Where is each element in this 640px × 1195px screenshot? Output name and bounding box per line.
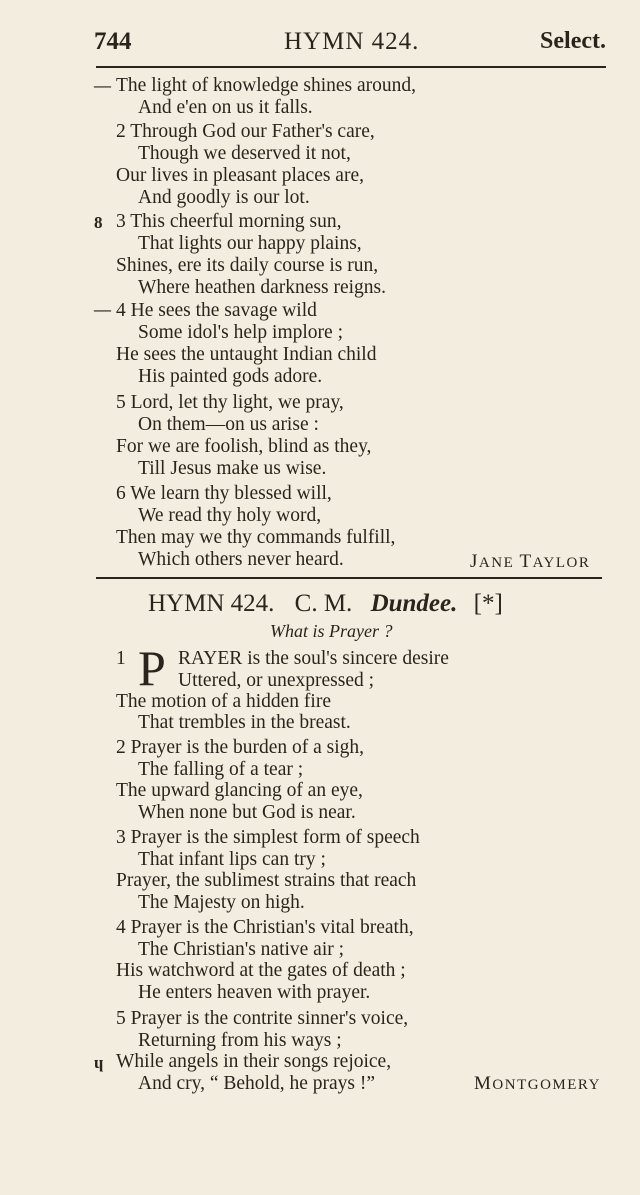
verse-line: 3 This cheerful morning sun, xyxy=(116,211,342,232)
running-title: HYMN 424. xyxy=(284,28,420,55)
verse-line: The light of knowledge shines around, xyxy=(116,75,417,96)
verse-line: He enters heaven with prayer. xyxy=(138,982,371,1003)
verse-line: The falling of a tear ; xyxy=(138,759,304,780)
dynamic-mark: — xyxy=(94,300,111,319)
verse-line: 2 Prayer is the burden of a sigh, xyxy=(116,737,365,758)
verse-line: He sees the untaught Indian child xyxy=(116,344,377,365)
verse-line: His watchword at the gates of death ; xyxy=(116,960,406,981)
verse-line: 4 He sees the savage wild xyxy=(116,300,317,321)
page-header xyxy=(94,28,610,62)
verse-line: When none but God is near. xyxy=(138,802,356,823)
hymn-b-subtitle: What is Prayer ? xyxy=(270,621,393,641)
dynamic-mark: — xyxy=(94,76,111,95)
verse-line: For we are foolish, blind as they, xyxy=(116,436,372,457)
verse-line: His painted gods adore. xyxy=(138,366,323,387)
verse-line: That infant lips can try ; xyxy=(138,849,326,870)
header-rule xyxy=(96,66,606,68)
meter: C. M. xyxy=(294,590,353,617)
verse-line: And cry, “ Behold, he prays !” xyxy=(138,1073,375,1094)
verse-line: Returning from his ways ; xyxy=(138,1030,342,1051)
tune-name: Dundee. xyxy=(370,590,458,617)
verse-line: 3 Prayer is the simplest form of speech xyxy=(116,827,420,848)
verse-number: 1 xyxy=(116,648,126,669)
verse-line: The Christian's native air ; xyxy=(138,939,345,960)
verse-line: Prayer, the sublimest strains that reach xyxy=(116,870,417,891)
verse-line: RAYER is the soul's sincere desire xyxy=(178,648,449,669)
verse-line: That lights our happy plains, xyxy=(138,233,362,254)
verse-line: 2 Through God our Father's care, xyxy=(116,121,375,142)
hymn-b-author: MONTGOMERY xyxy=(474,1073,601,1094)
verse-line: Shines, ere its daily course is run, xyxy=(116,255,379,276)
verse-line: Which others never heard. xyxy=(138,549,344,570)
verse-line: Then may we thy commands fulfill, xyxy=(116,527,396,548)
verse-line: That trembles in the breast. xyxy=(138,712,351,733)
section-label: Select. xyxy=(540,28,606,54)
verse-line: The upward glancing of an eye, xyxy=(116,780,363,801)
verse-line: The motion of a hidden fire xyxy=(116,691,331,712)
verse-line: Our lives in pleasant places are, xyxy=(116,165,364,186)
hymn-a-author: JANE TAYLOR xyxy=(470,551,591,572)
drop-cap: P xyxy=(138,640,166,696)
verse-line: Till Jesus make us wise. xyxy=(138,458,327,479)
verse-line: And goodly is our lot. xyxy=(138,187,310,208)
dynamic-mark: ɥ xyxy=(94,1053,104,1072)
verse-line: Though we deserved it not, xyxy=(138,143,351,164)
verse-line: While angels in their songs rejoice, xyxy=(116,1051,392,1072)
dynamic-mark: 8 xyxy=(94,213,103,232)
verse-line: 5 Prayer is the contrite sinner's voice, xyxy=(116,1008,409,1029)
verse-line: Uttered, or unexpressed ; xyxy=(178,670,375,691)
hymn-divider xyxy=(96,577,602,579)
verse-line: 5 Lord, let thy light, we pray, xyxy=(116,392,344,413)
verse-line: On them—on us arise : xyxy=(138,414,319,435)
hymn-number: HYMN 424. xyxy=(148,590,275,617)
editorial-mark: [*] xyxy=(473,590,503,617)
hymn-b-heading xyxy=(148,590,503,618)
verse-line: Where heathen darkness reigns. xyxy=(138,277,386,298)
verse-line: Some idol's help implore ; xyxy=(138,322,343,343)
verse-line: The Majesty on high. xyxy=(138,892,305,913)
verse-line: We read thy holy word, xyxy=(138,505,322,526)
verse-line: And e'en on us it falls. xyxy=(138,97,313,118)
page-number: 744 xyxy=(94,28,132,55)
verse-line: 6 We learn thy blessed will, xyxy=(116,483,332,504)
verse-line: 4 Prayer is the Christian's vital breath, xyxy=(116,917,414,938)
